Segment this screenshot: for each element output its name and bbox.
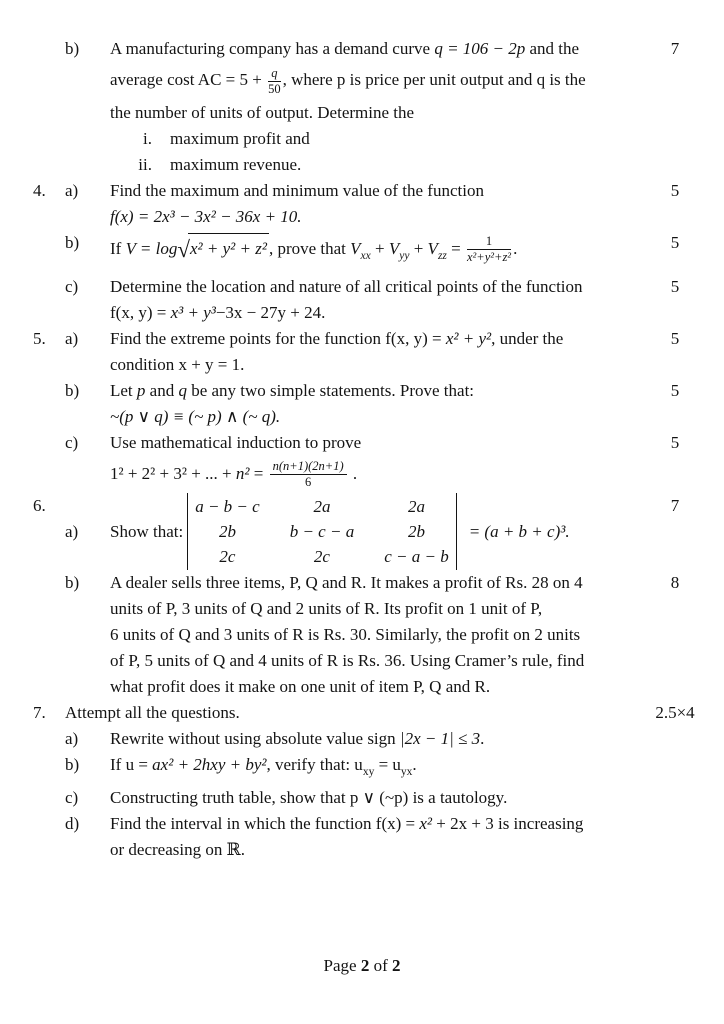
fraction [467, 234, 511, 265]
sub-label: b) [65, 232, 80, 252]
matrix-cell: 2a [313, 497, 331, 517]
question-text-line: Determine the location and nature of all critical points of the function [110, 276, 583, 296]
text: If [110, 238, 126, 258]
question-7d [33, 811, 724, 863]
roman-item [110, 152, 640, 178]
question-text-line [110, 726, 640, 752]
formula: x² + y² [445, 328, 492, 348]
footer-text: of [369, 956, 392, 975]
footer-text: Page [323, 956, 361, 975]
square-root [177, 236, 269, 262]
text: Show that: [110, 521, 184, 541]
sub-label: b) [65, 755, 80, 775]
text: f(x, y) = [110, 302, 171, 322]
marks: 5 [670, 276, 680, 296]
question-text-line: or decreasing on ℝ. [110, 840, 245, 860]
marks: 5 [670, 180, 680, 200]
question-7-header [33, 700, 724, 726]
roman-item [110, 126, 640, 152]
sub-label: b) [65, 380, 80, 400]
question-7c [33, 785, 724, 811]
question-body [110, 36, 640, 178]
text: A manufacturing company has a demand curve [110, 39, 435, 58]
formula: x² [419, 814, 433, 834]
text: Find the interval in which the function f(x) = [110, 814, 420, 834]
sub-label: b) [65, 39, 80, 58]
question-text-line: of P, 5 units of Q and 4 units of R is Rs. 36. Using Cramer’s rule, find [110, 651, 585, 671]
marks: 5 [670, 380, 680, 400]
subscript: yx [400, 766, 413, 779]
question-body [110, 570, 640, 700]
text: , under the [491, 328, 564, 348]
sub-label: a) [65, 328, 79, 348]
question-body [110, 178, 640, 230]
sub-label: d) [65, 814, 80, 834]
matrix-cell: 2b [407, 522, 425, 542]
page-footer [0, 953, 724, 979]
question-body [110, 230, 640, 274]
text: , where p is price per unit output and q is the [282, 70, 586, 89]
radicand: x² + y² + z² [188, 233, 269, 264]
fraction [268, 66, 281, 97]
fraction-denominator: x²+y²+z² [466, 250, 512, 265]
text: 1² + 2² + 3² + ... + [110, 463, 236, 483]
question-text-line [110, 811, 640, 837]
text: , verify that: u [266, 755, 363, 775]
sub-label: b) [65, 573, 80, 593]
text: maximum profit and [170, 128, 310, 148]
fraction-numerator: 1 [467, 234, 511, 250]
formula-line [110, 230, 640, 274]
radical-icon: √ [177, 236, 190, 262]
question-body [65, 493, 640, 570]
question-text-line: 6 units of Q and 3 units of R is Rs. 30. Similarly, the profit on 2 units [110, 625, 581, 645]
text: . [412, 755, 417, 775]
text: Rewrite without using absolute value sign [110, 729, 400, 749]
formula-line: ~(p ∨ q) ≡ (~ p) ∧ (~ q). [110, 406, 281, 426]
matrix-cell: 2c [313, 547, 330, 567]
formula-line: f(x) = 2x³ − 3x² − 36x + 10. [110, 206, 302, 226]
question-7a [33, 726, 724, 752]
marks: 2.5×4 [655, 703, 695, 723]
determinant-grid [187, 493, 457, 570]
text: + 2x + 3 is increasing [432, 814, 584, 834]
formula: n² [235, 463, 250, 483]
text: −3x − 27y + 24. [215, 302, 326, 322]
text: = u [374, 755, 401, 775]
text: Find the extreme points for the function f(x, y) = [110, 328, 446, 348]
subscript: xy [362, 766, 375, 779]
formula: V [427, 238, 438, 258]
text: = [446, 238, 465, 258]
question-body [110, 785, 640, 811]
question-text-line: the number of units of output. Determine the [110, 102, 415, 122]
question-text-line [110, 378, 640, 404]
subscript: zz [437, 249, 447, 262]
text: . [513, 238, 518, 258]
formula: p [136, 380, 146, 400]
formula: x³ + y³ [170, 302, 216, 322]
question-number: 7. [33, 703, 46, 723]
formula: |2x − 1| ≤ 3 [399, 729, 481, 749]
subscript: yy [399, 249, 410, 262]
formula: V = log [125, 238, 178, 258]
text: be any two simple statements. Prove that: [186, 380, 475, 400]
text: average cost AC = 5 + [110, 70, 267, 89]
question-body [110, 811, 640, 863]
marks: 5 [670, 432, 680, 452]
question-body [110, 726, 640, 752]
question-text-line [110, 62, 640, 100]
marks: 5 [670, 232, 680, 252]
question-body [110, 378, 640, 430]
question-5c [33, 430, 724, 494]
question-number: 5. [33, 328, 46, 348]
fraction-numerator: q [268, 66, 281, 82]
matrix-cell: a − b − c [195, 497, 260, 517]
question-4c [33, 274, 724, 326]
formula-line [110, 752, 640, 785]
question-text-line: A dealer sells three items, P, Q and R. It makes a profit of Rs. 28 on 4 [110, 573, 583, 593]
text: Let [110, 380, 137, 400]
sub-label: a) [65, 180, 79, 200]
formula-line [110, 456, 640, 494]
question-4b [33, 230, 724, 274]
question-number: 6. [33, 496, 46, 516]
sub-label: c) [65, 276, 79, 296]
question-text-line [110, 36, 640, 62]
marks: 5 [670, 328, 680, 348]
question-number: 4. [33, 180, 46, 200]
matrix-cell: 2b [218, 522, 236, 542]
question-4a [33, 178, 724, 230]
question-text-line: Find the maximum and minimum value of the function [110, 180, 484, 200]
question-body [110, 752, 640, 785]
matrix-cell: c − a − b [384, 547, 449, 567]
matrix-cell: b − c − a [289, 522, 355, 542]
text: and [145, 380, 179, 400]
formula: V [350, 238, 361, 258]
subscript: xx [360, 249, 371, 262]
matrix-cell: 2a [407, 497, 425, 517]
question-text-line: Use mathematical induction to prove [110, 432, 362, 452]
text: + [409, 238, 428, 258]
question-text-line: units of P, 3 units of Q and 2 units of R. Its profit on 1 unit of P, [110, 599, 543, 619]
text: maximum revenue. [170, 154, 302, 174]
text: + [370, 238, 389, 258]
roman-label: i. [143, 128, 152, 148]
question-6b [33, 570, 724, 700]
formula: V [388, 238, 400, 258]
footer-page-number: 2 [360, 956, 370, 975]
text: = [249, 463, 268, 483]
question-6a [33, 493, 724, 570]
fraction-denominator: 50 [268, 81, 281, 96]
question-body [110, 274, 640, 326]
formula: q = 106 − 2p [434, 39, 526, 58]
question-text-line: Constructing truth table, show that p ∨ (~p) is a tautology. [110, 788, 508, 808]
fraction-numerator: n(n+1)(2n+1) [270, 459, 347, 475]
sub-label: a) [65, 729, 79, 749]
text: , prove that [268, 238, 351, 258]
sub-label: a) [65, 521, 79, 541]
determinant [187, 493, 457, 570]
question-body [110, 430, 640, 494]
formula: = (a + b + c)³. [468, 521, 570, 541]
formula: q [178, 380, 187, 400]
footer-page-count: 2 [391, 956, 401, 975]
question-3b [33, 36, 724, 178]
text: . [348, 463, 358, 483]
question-text-line: Attempt all the questions. [65, 703, 240, 723]
formula-line [110, 300, 640, 326]
fraction [270, 459, 347, 490]
question-body [110, 326, 640, 378]
fraction-denominator: 6 [304, 475, 312, 490]
sub-label: c) [65, 432, 79, 452]
question-body [65, 700, 640, 726]
text: and the [525, 39, 580, 58]
matrix-cell: 2c [219, 547, 236, 567]
question-text-line: what profit does it make on one unit of item P, Q and R. [110, 677, 491, 697]
question-7b [33, 752, 724, 785]
marks: 8 [670, 573, 680, 593]
marks: 7 [670, 496, 680, 516]
question-text-line: condition x + y = 1. [110, 354, 245, 374]
marks: 7 [670, 39, 680, 58]
question-text-line [110, 326, 640, 352]
question-5b [33, 378, 724, 430]
roman-label: ii. [138, 154, 152, 174]
question-5a [33, 326, 724, 378]
text: If u = [110, 755, 153, 775]
text: . [480, 729, 485, 749]
sub-label: c) [65, 788, 79, 808]
formula: ax² + 2hxy + by² [152, 755, 267, 775]
